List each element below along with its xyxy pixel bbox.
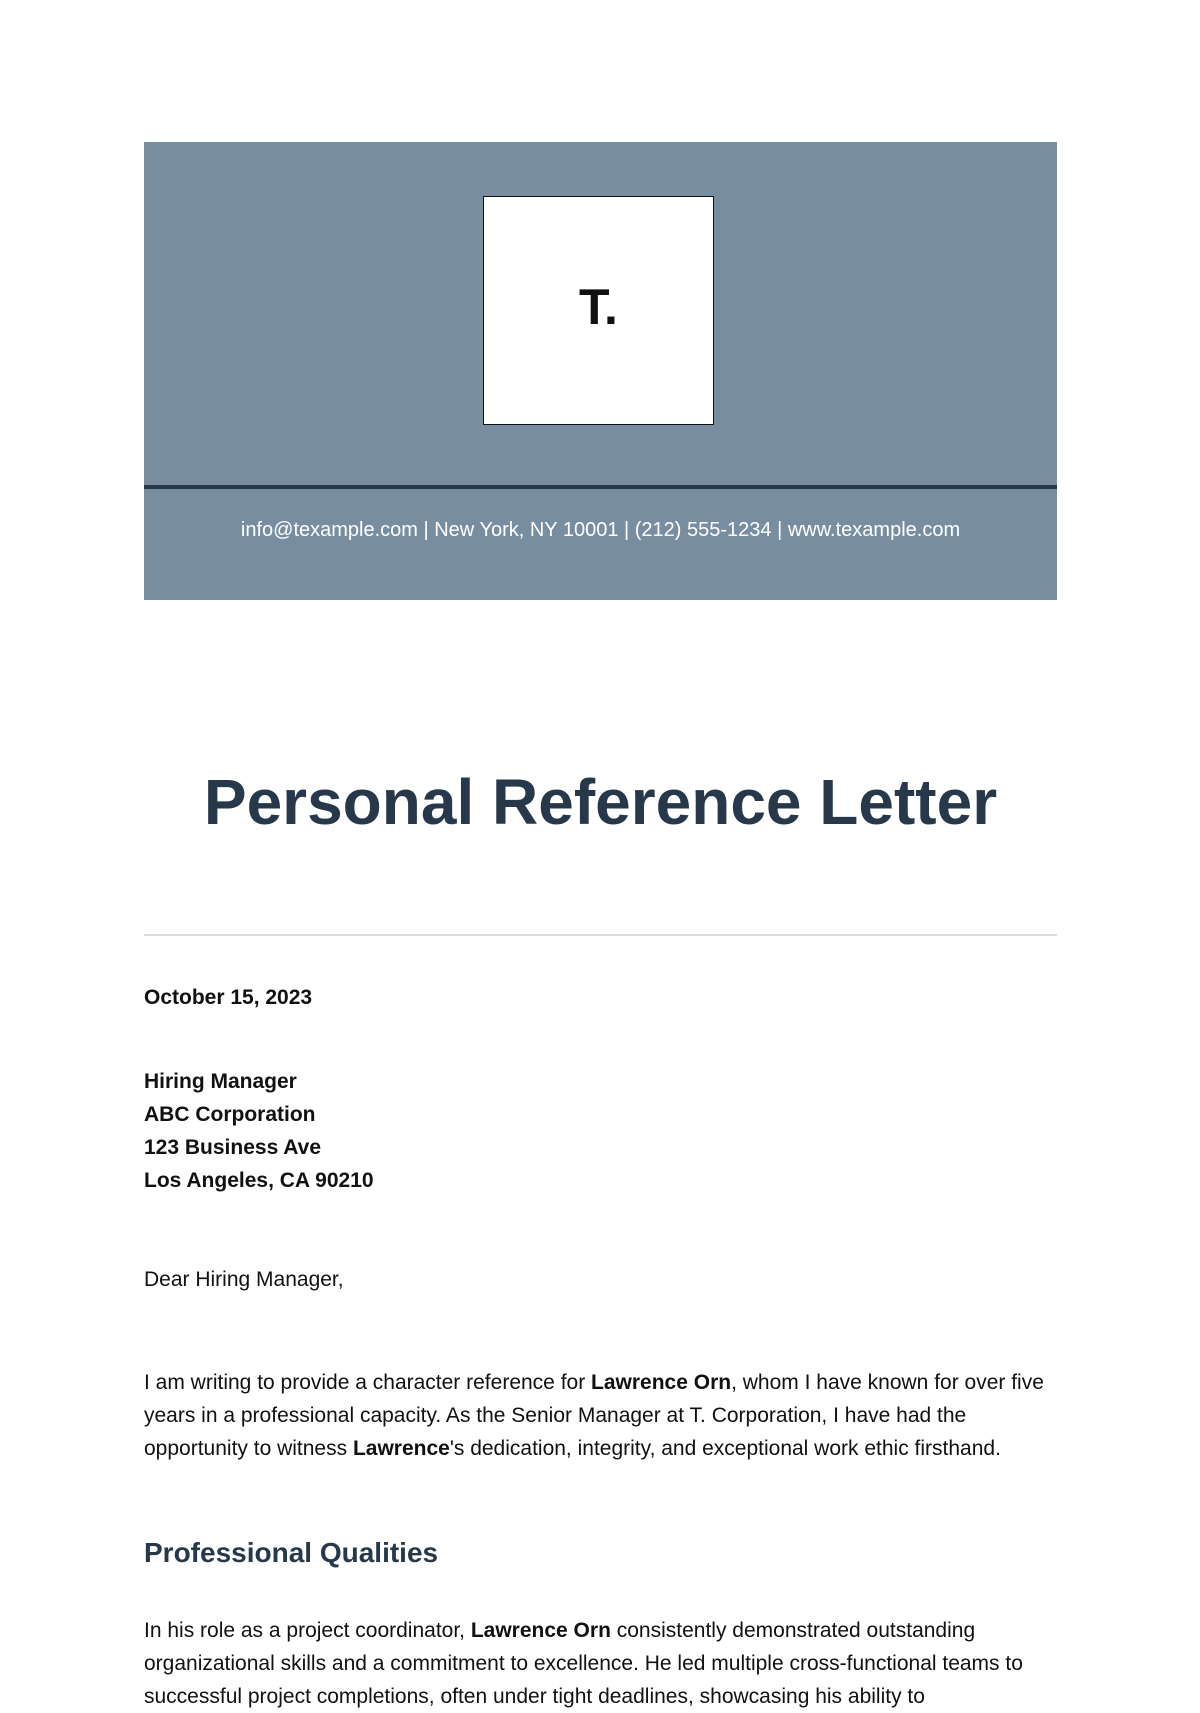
- qualities-text-1: In his role as a project coordinator,: [144, 1619, 471, 1642]
- candidate-first-name: Lawrence: [352, 1437, 450, 1460]
- recipient-city: Los Angeles, CA 90210: [144, 1169, 374, 1192]
- recipient-name: Hiring Manager: [144, 1070, 297, 1093]
- qualities-text-2: consistently demonstrated outstanding organizational skills and a commitment to excellence. He led multiple cross-functional teams to successful project completions, often under tight deadlines, showcasing his ability to: [144, 1619, 1023, 1708]
- recipient-address: [144, 1065, 374, 1197]
- recipient-company: ABC Corporation: [144, 1103, 316, 1126]
- letterhead: [144, 142, 1057, 600]
- candidate-name-2: Lawrence Orn: [470, 1619, 611, 1642]
- logo: [483, 196, 714, 425]
- letterhead-divider: [144, 485, 1057, 489]
- contact-info: info@texample.com | New York, NY 10001 | (212) 555-1234 | www.texample.com: [240, 519, 961, 541]
- candidate-name: Lawrence Orn: [591, 1371, 732, 1394]
- intro-text-1: I am writing to provide a character reference for: [144, 1371, 592, 1394]
- letter-date: October 15, 2023: [144, 986, 313, 1009]
- intro-text-3: 's dedication, integrity, and exceptional work ethic firsthand.: [449, 1437, 1001, 1460]
- logo-text: T.: [579, 278, 618, 335]
- intro-paragraph: [144, 1366, 1060, 1465]
- recipient-street: 123 Business Ave: [144, 1136, 322, 1159]
- document-title: Personal Reference Letter: [203, 766, 998, 838]
- section-heading-professional-qualities: Professional Qualities: [144, 1537, 439, 1568]
- title-divider: [144, 934, 1057, 936]
- qualities-paragraph: [144, 1614, 1060, 1713]
- salutation: Dear Hiring Manager,: [144, 1268, 344, 1291]
- intro-text-2: , whom I have known for over five years in a professional capacity. As the Senior Manager at T. Corporation, I have had the opportunity to witness: [144, 1371, 1044, 1460]
